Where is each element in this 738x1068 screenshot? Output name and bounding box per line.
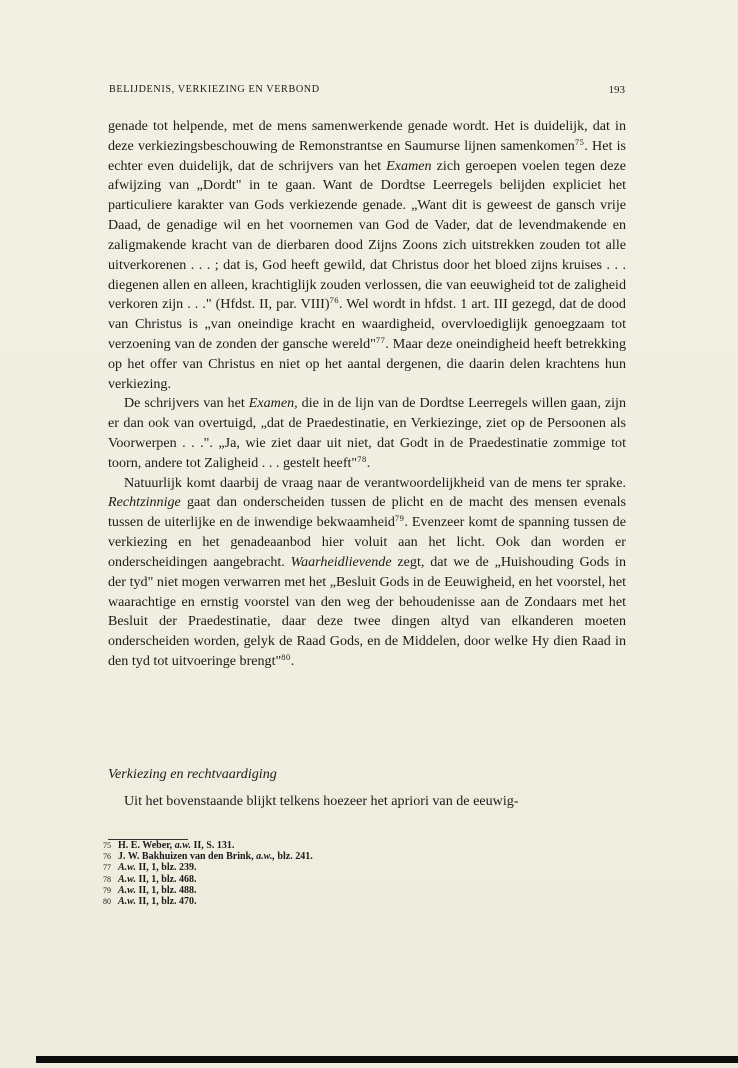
footnote-ref-79: 79 [394,513,405,524]
text-run: zich geroepen voelen tegen deze afwijzing van „Dordt" in te gaan. Want de Dordtse Leerregels belijden expliciet het particuliere karakter van Gods verkiezende genade. „Want dit is geweest de gansch vrije Daad, de genadige wil en het voornemen van God de Vader, dat de levendmakende en zaligmakende kracht van de dierbaren dood Zijns Zoons zich uitstrekken zouden tot alle uitverkorenen . . . ; dat is, God heeft gewild, dat Christus door het bloed zijns kruises . . . diegenen allen en alleen, krachtiglijk zouden verlossen, die van eeuwigheid tot de zaligheid verkoren zijn . . ." (Hfdst. II, par. VIII) [108,157,626,313]
text-run: gaat dan onderscheiden tussen de plicht en de macht des mensen evenals tussen de uiterlijke en de inwendige bekwaamheid [108,494,626,531]
footnote-text [118,840,234,851]
text-run: die in de lijn van de Dordtse Leerregels willen gaan, zijn er dan ook van overtuigd, „dat de Praedestinatie, en Verkiezinge, ziet op de Persoonen als Voorwerpen . . .". „Ja, wie ziet daar uit niet, dat Godt in de Praedestinatie zommige tot toorn, andere tot Zaligheid . . . gestelt heeft" [108,395,626,471]
footnote-text [118,896,197,907]
footnote-abbrev: A.w. [118,862,136,874]
running-header [109,84,625,100]
paragraph-1 [108,117,626,394]
emphasis-waarheidlievende: Waarheidlievende [290,553,392,570]
footnote-number: 75 [103,841,111,850]
footnote-ref: II, 1, blz. 470. [135,896,197,908]
section-heading: Verkiezing en rechtvaardiging [108,766,277,782]
footnote-number: 76 [103,852,111,862]
footnote-number: 77 [103,863,111,873]
footnote-text [118,885,197,896]
footnote [103,874,503,885]
footnote-author: J. W. Bakhuizen van den Brink, [118,851,257,863]
footnote-text [118,851,313,862]
scan-edge-bar [36,1056,738,1063]
text-run: zegt, dat we de „Huishouding Gods in der tyd" niet mogen verwarren met het „Besluit Gods in de Eeuwigheid, en het voorstel, het waarachtige en ernstig voorstel van den weg der behoudenisse aan de Zondaars met het Besluit der Praedestinatie, daar deze twee dingen altyd van elkanderen moeten onderscheiden worden, gelyk de Raad Gods, en de Middelen, door welke Hy dien Raad in den tyd tot uitvoeringe brengt" [108,553,626,669]
footnote-author: H. E. Weber, [118,840,175,851]
text-run: De schrijvers van het [124,395,249,412]
footnote-abbrev: A.w. [118,896,136,908]
footnotes [103,840,503,907]
footnote [103,862,503,873]
footnote-number: 79 [103,885,111,895]
text-run: . Evenzeer komt de spanning tussen de verkiezing en het genadeaanbod hier voluit aan het licht. Ook dan worden er onderscheidingen aangebracht. [108,514,626,570]
paragraph-3 [108,474,626,672]
text-run: . Maar deze oneindigheid heeft betrekking op het offer van Christus en niet op het aantal dergenen, die daarin delen krachtens hun verkiezing. [108,335,626,392]
footnote-ref: II, S. 131. [191,840,235,851]
text-run: . [366,454,371,471]
page-number: 193 [608,84,625,96]
text-run: . Wel wordt in hfdst. 1 art. III gezegd, dat de dood van Christus is „van oneindige kracht en waardigheid, overvloediglijk genoegzaam tot verzoening van de zonden der gansche wereld" [108,296,626,352]
emphasis-examen: Examen [386,157,432,174]
text-run: genade tot helpende, met de mens samenwerkende genade wordt. Het is duidelijk, dat in deze verkiezingsbeschouwing de Remonstrantse en Saumurse lijnen samenkomen [108,118,626,154]
footnote-abbrev: A.w. [118,884,136,896]
text-run: . Het is echter even duidelijk, dat de schrijvers van het [108,137,626,174]
emphasis-rechtzinnige: Rechtzinnige [108,494,181,511]
footnote-ref-80: 80 [281,651,291,662]
footnote-number: 80 [103,897,111,907]
footnote-ref: II, 1, blz. 239. [135,862,197,874]
footnote-ref-78: 78 [357,453,367,464]
footnote [103,840,503,851]
footnote-ref-77: 77 [375,334,386,345]
footnote-ref: II, 1, blz. 488. [135,884,197,896]
footnote [103,885,503,896]
footnote-abbrev: a.w., [256,851,275,863]
footnote-ref-75: 75 [574,136,585,147]
footnote-text [118,874,197,885]
footnote-number: 78 [103,874,111,884]
text-run: Natuurlijk komt daarbij de vraag naar de verantwoordelijkheid van de mens ter sprake. [124,474,626,491]
paragraph-2 [108,394,626,473]
footnote-text [118,862,197,873]
body-text [108,117,626,672]
footnote-ref: II, 1, blz. 468. [135,873,197,885]
footnote-ref: blz. 241. [274,851,313,863]
text-run: . [290,652,295,669]
footnote [103,851,503,862]
section-first-line: Uit het bovenstaande blijkt telkens hoezeer het apriori van de eeuwig- [124,793,519,809]
footnote-abbrev: a.w. [174,840,191,851]
emphasis-examen: Examen, [248,395,298,412]
footnote-abbrev: A.w. [118,873,136,885]
running-title: BELIJDENIS, VERKIEZING EN VERBOND [109,84,320,95]
footnote-ref-76: 76 [329,295,340,306]
footnote [103,896,503,907]
